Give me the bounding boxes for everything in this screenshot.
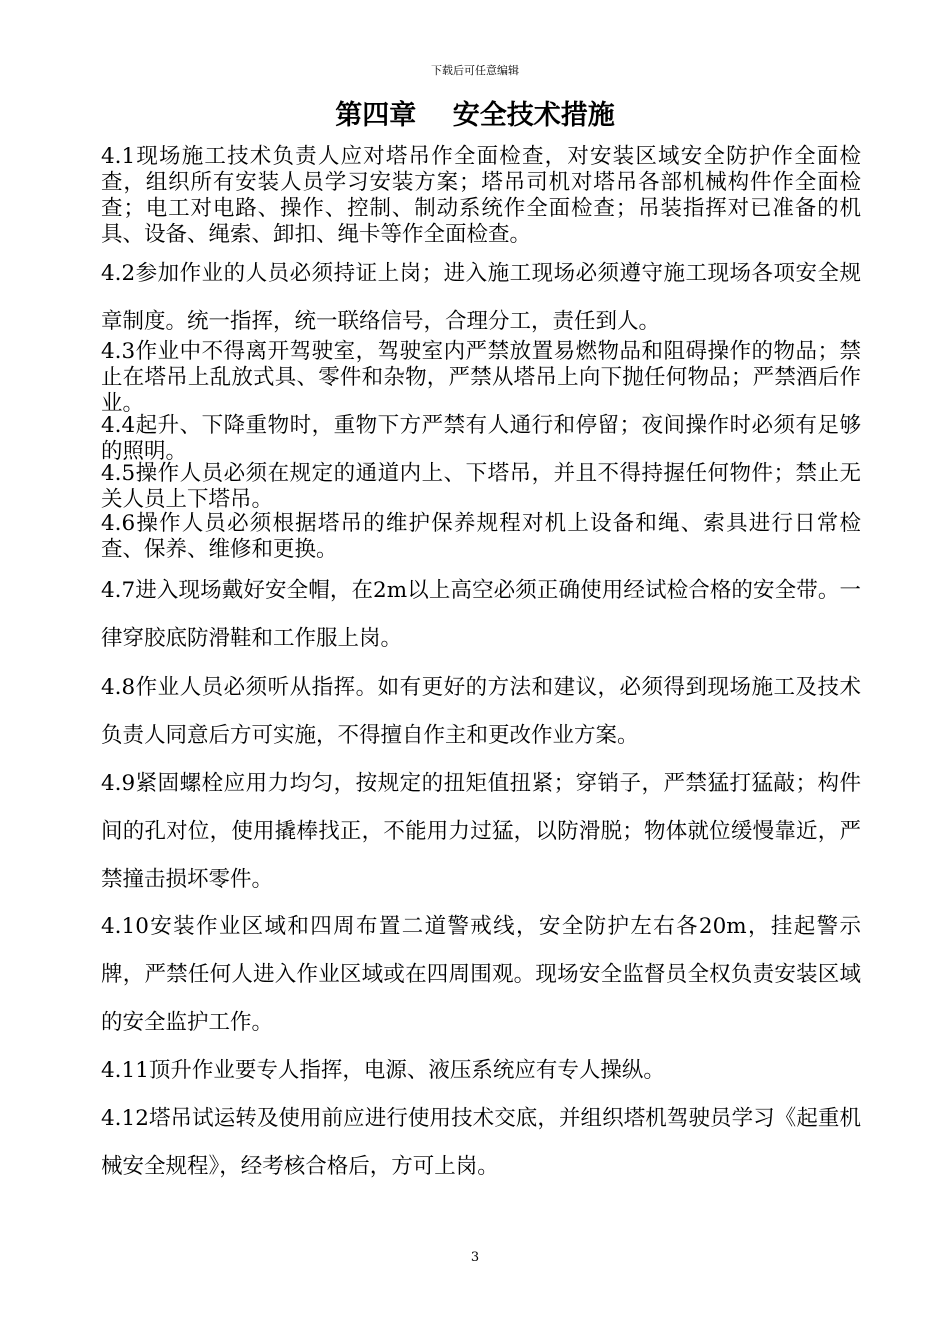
paragraph-4-6: 4.6操作人员必须根据塔吊的维护保养规程对机上设备和绳、索具进行日常检查、保养、维修和更换。 [101, 511, 861, 562]
paragraph-4-2: 4.2参加作业的人员必须持证上岗；进入施工现场必须遵守施工现场各项安全规章制度。统一指挥，统一联络信号，合理分工，责任到人。 [101, 261, 861, 334]
chapter-title: 第四章 安全技术措施 [335, 100, 615, 131]
paragraph-4-3: 4.3作业中不得离开驾驶室，驾驶室内严禁放置易燃物品和阻碍操作的物品；禁止在塔吊上乱放式具、零件和杂物，严禁从塔吊上向下抛任何物品；严禁酒后作业。 [101, 339, 861, 416]
paragraph-4-7: 4.7进入现场戴好安全帽，在2m以上高空必须正确使用经试检合格的安全带。一律穿胶底防滑鞋和工作服上岗。 [101, 578, 861, 651]
paragraph-4-10: 4.10安装作业区域和四周布置二道警戒线，安全防护左右各20m，挂起警示牌，严禁任何人进入作业区域或在四周围观。现场安全监督员全权负责安装区域的安全监护工作。 [101, 914, 861, 1035]
paragraph-4-9: 4.9紧固螺栓应用力均匀，按规定的扭矩值扭紧；穿销子，严禁猛打猛敲；构件间的孔对位，使用撬棒找正，不能用力过猛，以防滑脱；物体就位缓慢靠近，严禁撞击损坏零件。 [101, 771, 861, 892]
paragraph-4-11: 4.11顶升作业要专人指挥，电源、液压系统应有专人操纵。 [101, 1058, 665, 1083]
page-number: 3 [470, 1250, 480, 1265]
header-note: 下载后可任意编辑 [431, 64, 519, 77]
paragraph-4-8: 4.8作业人员必须听从指挥。如有更好的方法和建议，必须得到现场施工及技术负责人同意后方可实施，不得擅自作主和更改作业方案。 [101, 675, 861, 748]
paragraph-4-12: 4.12塔吊试运转及使用前应进行使用技术交底，并组织塔机驾驶员学习《起重机械安全规程》，经考核合格后，方可上岗。 [101, 1106, 861, 1179]
paragraph-4-4: 4.4起升、下降重物时，重物下方严禁有人通行和停留；夜间操作时必须有足够的照明。 [101, 413, 861, 464]
paragraph-4-5: 4.5操作人员必须在规定的通道内上、下塔吊，并且不得持握任何物件；禁止无关人员上下塔吊。 [101, 461, 861, 512]
paragraph-4-1: 4.1现场施工技术负责人应对塔吊作全面检查，对安装区域安全防护作全面检查，组织所有安装人员学习安装方案；塔吊司机对塔吊各部机械构件作全面检查；电工对电路、操作、控制、制动系统作全面检查；吊装指挥对已准备的机具、设备、绳索、卸扣、绳卡等作全面检查。 [101, 144, 861, 247]
